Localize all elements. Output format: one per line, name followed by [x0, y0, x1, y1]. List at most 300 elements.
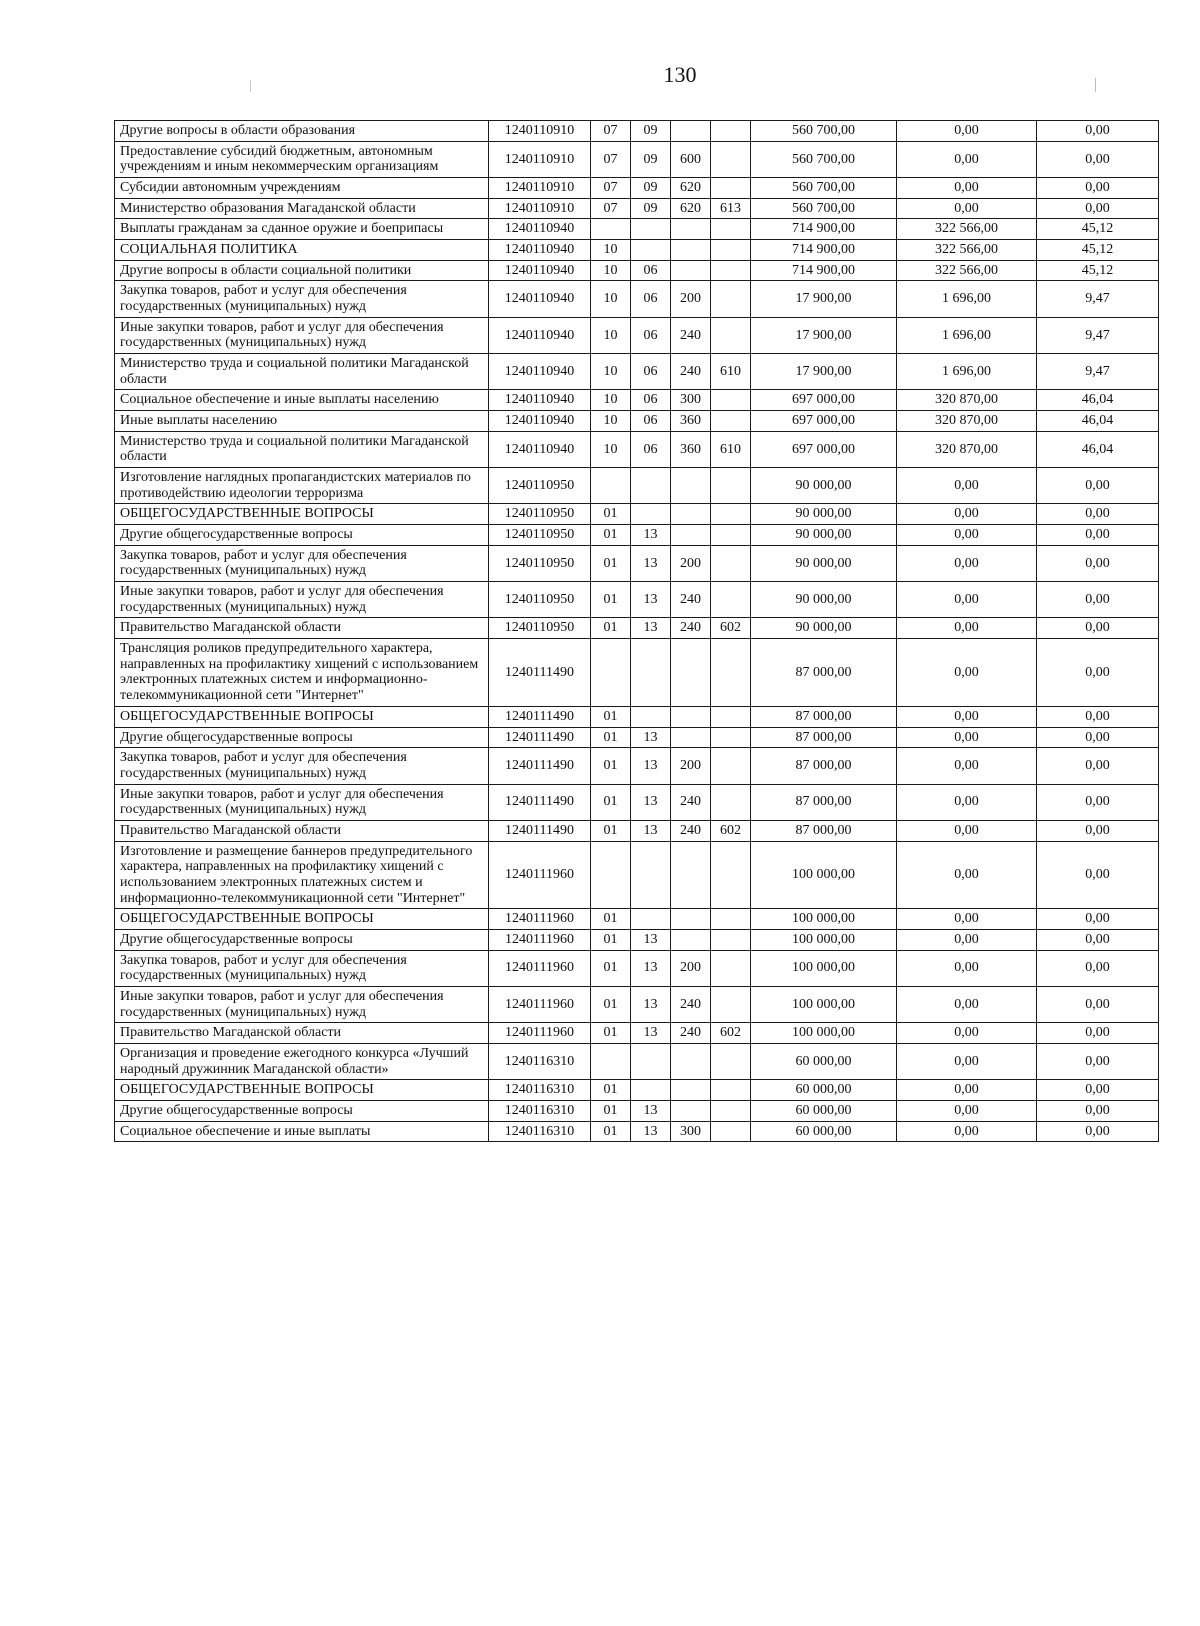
table-row: [115, 909, 1159, 930]
table-row: [115, 727, 1159, 748]
execution-percent: 0,00: [1037, 706, 1159, 727]
section-code: [591, 1043, 631, 1079]
expense-type-code: 240: [671, 820, 711, 841]
section-code: [591, 219, 631, 240]
administrator-code: [711, 504, 751, 525]
administrator-code: [711, 525, 751, 546]
table-row: [115, 706, 1159, 727]
scan-mark: [250, 80, 251, 92]
row-name: Другие вопросы в области социальной политики: [115, 260, 489, 281]
execution-percent: 46,04: [1037, 411, 1159, 432]
target-code: 1240116310: [489, 1121, 591, 1142]
actual-amount: 322 566,00: [897, 219, 1037, 240]
execution-percent: 0,00: [1037, 141, 1159, 177]
row-name: Иные выплаты населению: [115, 411, 489, 432]
section-code: 01: [591, 909, 631, 930]
table-row: [115, 411, 1159, 432]
table-row: [115, 121, 1159, 142]
section-code: 10: [591, 411, 631, 432]
actual-amount: 0,00: [897, 986, 1037, 1022]
execution-percent: 0,00: [1037, 1023, 1159, 1044]
expense-type-code: [671, 1100, 711, 1121]
expense-type-code: [671, 727, 711, 748]
section-code: 10: [591, 354, 631, 390]
row-name: Изготовление наглядных пропагандистских материалов по противодействию идеологии терроризма: [115, 468, 489, 504]
execution-percent: 0,00: [1037, 639, 1159, 707]
actual-amount: 1 696,00: [897, 317, 1037, 353]
expense-type-code: 200: [671, 748, 711, 784]
actual-amount: 0,00: [897, 727, 1037, 748]
planned-amount: 60 000,00: [751, 1100, 897, 1121]
planned-amount: 87 000,00: [751, 748, 897, 784]
table-row: [115, 1100, 1159, 1121]
actual-amount: 0,00: [897, 1080, 1037, 1101]
row-name: Правительство Магаданской области: [115, 1023, 489, 1044]
expense-type-code: 240: [671, 317, 711, 353]
administrator-code: [711, 639, 751, 707]
expense-type-code: 240: [671, 784, 711, 820]
section-code: 01: [591, 784, 631, 820]
subsection-code: 13: [631, 748, 671, 784]
actual-amount: 0,00: [897, 950, 1037, 986]
subsection-code: [631, 1080, 671, 1101]
table-row: [115, 582, 1159, 618]
target-code: 1240110950: [489, 468, 591, 504]
target-code: 1240116310: [489, 1043, 591, 1079]
section-code: 10: [591, 431, 631, 467]
planned-amount: 100 000,00: [751, 950, 897, 986]
expense-type-code: 200: [671, 950, 711, 986]
section-code: 01: [591, 986, 631, 1022]
administrator-code: [711, 950, 751, 986]
target-code: 1240110950: [489, 525, 591, 546]
planned-amount: 100 000,00: [751, 909, 897, 930]
expense-type-code: [671, 240, 711, 261]
planned-amount: 560 700,00: [751, 178, 897, 199]
target-code: 1240110940: [489, 219, 591, 240]
section-code: 01: [591, 706, 631, 727]
expense-type-code: 620: [671, 198, 711, 219]
section-code: 01: [591, 748, 631, 784]
actual-amount: 0,00: [897, 909, 1037, 930]
planned-amount: 697 000,00: [751, 390, 897, 411]
row-name: Организация и проведение ежегодного конкурса «Лучший народный дружинник Магаданской области»: [115, 1043, 489, 1079]
administrator-code: [711, 141, 751, 177]
expense-type-code: 600: [671, 141, 711, 177]
execution-percent: 0,00: [1037, 545, 1159, 581]
execution-percent: 45,12: [1037, 260, 1159, 281]
actual-amount: 320 870,00: [897, 390, 1037, 411]
section-code: 01: [591, 582, 631, 618]
actual-amount: 0,00: [897, 1121, 1037, 1142]
actual-amount: 320 870,00: [897, 431, 1037, 467]
execution-percent: 0,00: [1037, 504, 1159, 525]
table-row: [115, 1043, 1159, 1079]
planned-amount: 60 000,00: [751, 1080, 897, 1101]
row-name: ОБЩЕГОСУДАРСТВЕННЫЕ ВОПРОСЫ: [115, 504, 489, 525]
administrator-code: [711, 281, 751, 317]
table-row: [115, 545, 1159, 581]
administrator-code: [711, 121, 751, 142]
target-code: 1240110910: [489, 178, 591, 199]
section-code: 10: [591, 281, 631, 317]
planned-amount: 90 000,00: [751, 618, 897, 639]
row-name: Министерство труда и социальной политики Магаданской области: [115, 431, 489, 467]
row-name: Правительство Магаданской области: [115, 820, 489, 841]
target-code: 1240110940: [489, 240, 591, 261]
administrator-code: [711, 909, 751, 930]
execution-percent: 0,00: [1037, 986, 1159, 1022]
expense-type-code: [671, 909, 711, 930]
actual-amount: 0,00: [897, 504, 1037, 525]
expense-type-code: [671, 504, 711, 525]
execution-percent: 9,47: [1037, 317, 1159, 353]
subsection-code: 09: [631, 178, 671, 199]
actual-amount: 0,00: [897, 929, 1037, 950]
execution-percent: 0,00: [1037, 929, 1159, 950]
planned-amount: 714 900,00: [751, 240, 897, 261]
administrator-code: [711, 784, 751, 820]
administrator-code: 610: [711, 431, 751, 467]
subsection-code: [631, 706, 671, 727]
actual-amount: 0,00: [897, 141, 1037, 177]
expense-type-code: [671, 1080, 711, 1101]
target-code: 1240110950: [489, 545, 591, 581]
table-row: [115, 178, 1159, 199]
subsection-code: [631, 841, 671, 909]
subsection-code: [631, 468, 671, 504]
planned-amount: 100 000,00: [751, 841, 897, 909]
planned-amount: 90 000,00: [751, 582, 897, 618]
execution-percent: 0,00: [1037, 121, 1159, 142]
target-code: 1240110940: [489, 431, 591, 467]
actual-amount: 0,00: [897, 525, 1037, 546]
subsection-code: 13: [631, 950, 671, 986]
expense-type-code: [671, 841, 711, 909]
table-row: [115, 929, 1159, 950]
table-row: [115, 240, 1159, 261]
administrator-code: [711, 841, 751, 909]
planned-amount: 697 000,00: [751, 431, 897, 467]
administrator-code: 602: [711, 618, 751, 639]
subsection-code: 09: [631, 141, 671, 177]
section-code: [591, 639, 631, 707]
table-row: [115, 504, 1159, 525]
table-row: [115, 390, 1159, 411]
expense-type-code: [671, 121, 711, 142]
section-code: [591, 468, 631, 504]
execution-percent: 0,00: [1037, 198, 1159, 219]
row-name: Иные закупки товаров, работ и услуг для обеспечения государственных (муниципальных) нужд: [115, 317, 489, 353]
row-name: Предоставление субсидий бюджетным, автономным учреждениям и иным некоммерческим организациям: [115, 141, 489, 177]
planned-amount: 697 000,00: [751, 411, 897, 432]
administrator-code: [711, 929, 751, 950]
target-code: 1240111960: [489, 909, 591, 930]
subsection-code: 13: [631, 1023, 671, 1044]
planned-amount: 560 700,00: [751, 121, 897, 142]
target-code: 1240110940: [489, 411, 591, 432]
row-name: Закупка товаров, работ и услуг для обеспечения государственных (муниципальных) нужд: [115, 950, 489, 986]
administrator-code: [711, 1080, 751, 1101]
section-code: 01: [591, 618, 631, 639]
administrator-code: [711, 390, 751, 411]
target-code: 1240111490: [489, 706, 591, 727]
table-row: [115, 1080, 1159, 1101]
administrator-code: 602: [711, 820, 751, 841]
expense-type-code: [671, 219, 711, 240]
planned-amount: 87 000,00: [751, 784, 897, 820]
subsection-code: 13: [631, 582, 671, 618]
target-code: 1240111490: [489, 727, 591, 748]
planned-amount: 60 000,00: [751, 1121, 897, 1142]
budget-table: [114, 120, 1159, 1142]
execution-percent: 0,00: [1037, 784, 1159, 820]
administrator-code: [711, 1100, 751, 1121]
table-row: [115, 950, 1159, 986]
actual-amount: 0,00: [897, 1100, 1037, 1121]
page-number: 130: [663, 62, 697, 87]
target-code: 1240110910: [489, 198, 591, 219]
table-row: [115, 618, 1159, 639]
target-code: 1240110940: [489, 281, 591, 317]
expense-type-code: [671, 525, 711, 546]
table-row: [115, 141, 1159, 177]
row-name: Закупка товаров, работ и услуг для обеспечения государственных (муниципальных) нужд: [115, 545, 489, 581]
administrator-code: [711, 411, 751, 432]
table-row: [115, 354, 1159, 390]
execution-percent: 46,04: [1037, 390, 1159, 411]
actual-amount: 0,00: [897, 748, 1037, 784]
actual-amount: 0,00: [897, 121, 1037, 142]
actual-amount: 0,00: [897, 1043, 1037, 1079]
administrator-code: [711, 986, 751, 1022]
subsection-code: 13: [631, 1121, 671, 1142]
planned-amount: 60 000,00: [751, 1043, 897, 1079]
table-row: [115, 841, 1159, 909]
actual-amount: 0,00: [897, 639, 1037, 707]
planned-amount: 560 700,00: [751, 198, 897, 219]
target-code: 1240111960: [489, 1023, 591, 1044]
target-code: 1240110940: [489, 390, 591, 411]
row-name: Иные закупки товаров, работ и услуг для обеспечения государственных (муниципальных) нужд: [115, 986, 489, 1022]
subsection-code: [631, 1043, 671, 1079]
table-row: [115, 784, 1159, 820]
row-name: Министерство труда и социальной политики Магаданской области: [115, 354, 489, 390]
administrator-code: [711, 219, 751, 240]
row-name: Иные закупки товаров, работ и услуг для обеспечения государственных (муниципальных) нужд: [115, 784, 489, 820]
actual-amount: 1 696,00: [897, 354, 1037, 390]
target-code: 1240110940: [489, 317, 591, 353]
execution-percent: 0,00: [1037, 820, 1159, 841]
target-code: 1240110910: [489, 141, 591, 177]
planned-amount: 17 900,00: [751, 317, 897, 353]
table-row: [115, 260, 1159, 281]
row-name: Трансляция роликов предупредительного характера, направленных на профилактику хищений с использованием электронных платежных систем и информационно-телекоммуникационной сети "Интернет": [115, 639, 489, 707]
subsection-code: 13: [631, 727, 671, 748]
execution-percent: 45,12: [1037, 240, 1159, 261]
section-code: 01: [591, 727, 631, 748]
subsection-code: [631, 504, 671, 525]
planned-amount: 90 000,00: [751, 504, 897, 525]
subsection-code: 06: [631, 317, 671, 353]
table-row: [115, 1121, 1159, 1142]
administrator-code: [711, 1043, 751, 1079]
execution-percent: 0,00: [1037, 178, 1159, 199]
actual-amount: 1 696,00: [897, 281, 1037, 317]
table-row: [115, 431, 1159, 467]
actual-amount: 0,00: [897, 1023, 1037, 1044]
planned-amount: 17 900,00: [751, 354, 897, 390]
administrator-code: [711, 545, 751, 581]
target-code: 1240110950: [489, 582, 591, 618]
expense-type-code: 300: [671, 390, 711, 411]
row-name: Закупка товаров, работ и услуг для обеспечения государственных (муниципальных) нужд: [115, 281, 489, 317]
table-row: [115, 639, 1159, 707]
target-code: 1240111960: [489, 841, 591, 909]
subsection-code: 06: [631, 260, 671, 281]
row-name: Другие общегосударственные вопросы: [115, 1100, 489, 1121]
section-code: 10: [591, 317, 631, 353]
subsection-code: 06: [631, 411, 671, 432]
row-name: Другие вопросы в области образования: [115, 121, 489, 142]
budget-table-body: [115, 121, 1159, 1142]
expense-type-code: [671, 929, 711, 950]
administrator-code: [711, 706, 751, 727]
execution-percent: 0,00: [1037, 525, 1159, 546]
row-name: Выплаты гражданам за сданное оружие и боеприпасы: [115, 219, 489, 240]
expense-type-code: [671, 260, 711, 281]
subsection-code: 06: [631, 354, 671, 390]
row-name: Другие общегосударственные вопросы: [115, 525, 489, 546]
row-name: Социальное обеспечение и иные выплаты населению: [115, 390, 489, 411]
row-name: Социальное обеспечение и иные выплаты: [115, 1121, 489, 1142]
table-row: [115, 1023, 1159, 1044]
subsection-code: 06: [631, 390, 671, 411]
execution-percent: 0,00: [1037, 582, 1159, 618]
row-name: Правительство Магаданской области: [115, 618, 489, 639]
section-code: 10: [591, 390, 631, 411]
target-code: 1240116310: [489, 1080, 591, 1101]
actual-amount: 0,00: [897, 178, 1037, 199]
section-code: 07: [591, 141, 631, 177]
table-row: [115, 198, 1159, 219]
expense-type-code: 240: [671, 1023, 711, 1044]
administrator-code: 613: [711, 198, 751, 219]
planned-amount: 100 000,00: [751, 986, 897, 1022]
planned-amount: 90 000,00: [751, 468, 897, 504]
target-code: 1240111960: [489, 929, 591, 950]
subsection-code: 13: [631, 545, 671, 581]
actual-amount: 0,00: [897, 706, 1037, 727]
section-code: 07: [591, 198, 631, 219]
table-row: [115, 468, 1159, 504]
expense-type-code: 200: [671, 545, 711, 581]
expense-type-code: 240: [671, 986, 711, 1022]
section-code: 01: [591, 545, 631, 581]
row-name: ОБЩЕГОСУДАРСТВЕННЫЕ ВОПРОСЫ: [115, 1080, 489, 1101]
execution-percent: 46,04: [1037, 431, 1159, 467]
expense-type-code: [671, 706, 711, 727]
execution-percent: 0,00: [1037, 1100, 1159, 1121]
execution-percent: 0,00: [1037, 909, 1159, 930]
row-name: Другие общегосударственные вопросы: [115, 727, 489, 748]
administrator-code: [711, 317, 751, 353]
expense-type-code: 360: [671, 431, 711, 467]
subsection-code: [631, 240, 671, 261]
actual-amount: 322 566,00: [897, 260, 1037, 281]
administrator-code: [711, 727, 751, 748]
section-code: 01: [591, 525, 631, 546]
execution-percent: 0,00: [1037, 1043, 1159, 1079]
target-code: 1240110910: [489, 121, 591, 142]
subsection-code: 06: [631, 431, 671, 467]
expense-type-code: 240: [671, 618, 711, 639]
subsection-code: [631, 909, 671, 930]
administrator-code: 602: [711, 1023, 751, 1044]
actual-amount: 0,00: [897, 545, 1037, 581]
execution-percent: 9,47: [1037, 354, 1159, 390]
scan-mark: [1095, 78, 1096, 92]
section-code: 01: [591, 950, 631, 986]
actual-amount: 0,00: [897, 820, 1037, 841]
section-code: 01: [591, 820, 631, 841]
table-row: [115, 281, 1159, 317]
actual-amount: 320 870,00: [897, 411, 1037, 432]
planned-amount: 87 000,00: [751, 706, 897, 727]
section-code: 10: [591, 260, 631, 281]
subsection-code: 13: [631, 929, 671, 950]
table-row: [115, 219, 1159, 240]
row-name: СОЦИАЛЬНАЯ ПОЛИТИКА: [115, 240, 489, 261]
table-row: [115, 525, 1159, 546]
planned-amount: 87 000,00: [751, 727, 897, 748]
actual-amount: 322 566,00: [897, 240, 1037, 261]
execution-percent: 0,00: [1037, 950, 1159, 986]
row-name: Изготовление и размещение баннеров предупредительного характера, направленных на профилактику хищений с использованием электронных платежных систем и информационно-телекоммуникационной сети "Интернет": [115, 841, 489, 909]
actual-amount: 0,00: [897, 784, 1037, 820]
subsection-code: 06: [631, 281, 671, 317]
target-code: 1240111490: [489, 639, 591, 707]
target-code: 1240110950: [489, 618, 591, 639]
row-name: Иные закупки товаров, работ и услуг для обеспечения государственных (муниципальных) нужд: [115, 582, 489, 618]
row-name: Министерство образования Магаданской области: [115, 198, 489, 219]
actual-amount: 0,00: [897, 198, 1037, 219]
execution-percent: 45,12: [1037, 219, 1159, 240]
expense-type-code: 240: [671, 582, 711, 618]
expense-type-code: 240: [671, 354, 711, 390]
row-name: Закупка товаров, работ и услуг для обеспечения государственных (муниципальных) нужд: [115, 748, 489, 784]
planned-amount: 90 000,00: [751, 525, 897, 546]
subsection-code: 13: [631, 986, 671, 1022]
row-name: Другие общегосударственные вопросы: [115, 929, 489, 950]
target-code: 1240110940: [489, 354, 591, 390]
section-code: 01: [591, 1121, 631, 1142]
planned-amount: 714 900,00: [751, 219, 897, 240]
planned-amount: 90 000,00: [751, 545, 897, 581]
target-code: 1240116310: [489, 1100, 591, 1121]
expense-type-code: 200: [671, 281, 711, 317]
subsection-code: 13: [631, 820, 671, 841]
row-name: ОБЩЕГОСУДАРСТВЕННЫЕ ВОПРОСЫ: [115, 909, 489, 930]
actual-amount: 0,00: [897, 618, 1037, 639]
expense-type-code: 300: [671, 1121, 711, 1142]
administrator-code: 610: [711, 354, 751, 390]
target-code: 1240110940: [489, 260, 591, 281]
planned-amount: 87 000,00: [751, 639, 897, 707]
expense-type-code: [671, 1043, 711, 1079]
planned-amount: 100 000,00: [751, 1023, 897, 1044]
subsection-code: 13: [631, 525, 671, 546]
